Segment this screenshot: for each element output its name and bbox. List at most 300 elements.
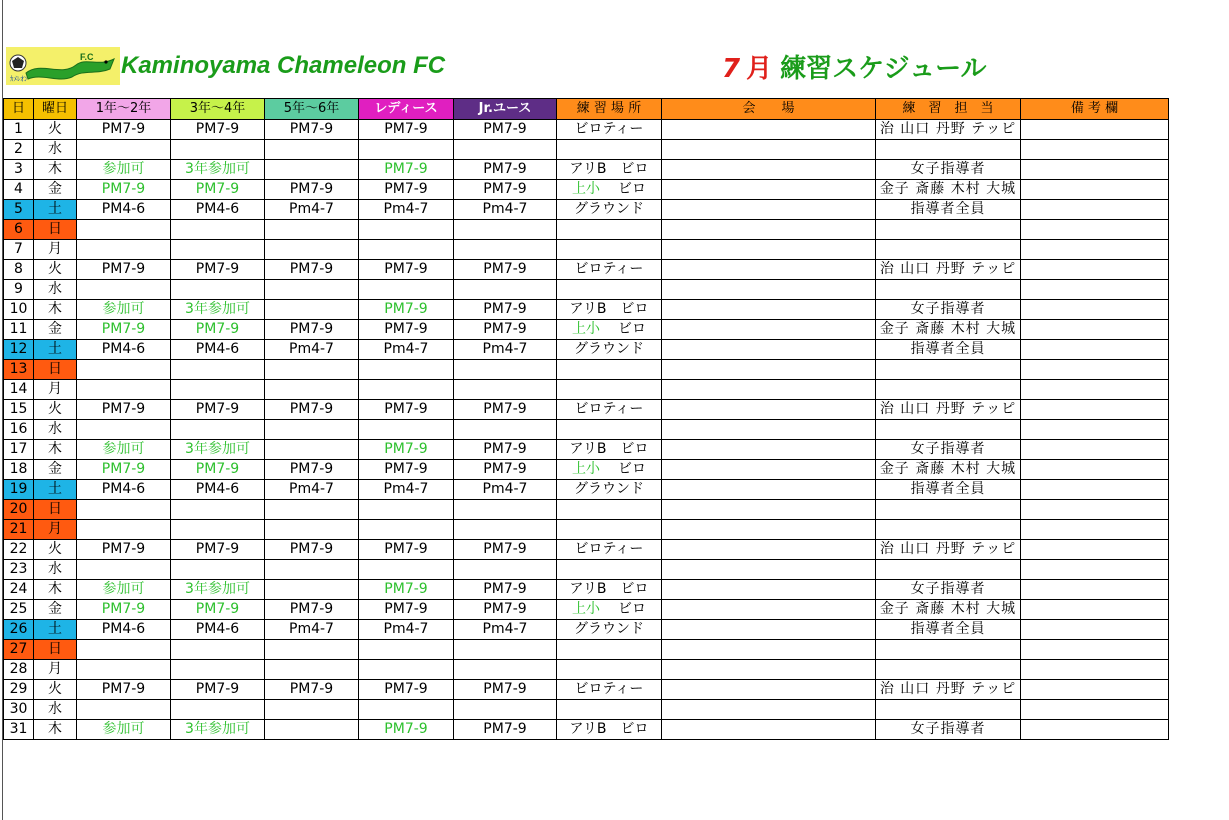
grade-3-4-cell	[171, 420, 265, 440]
coach-cell	[876, 380, 1021, 400]
day-cell: 27	[4, 640, 34, 660]
practice-place-cell: グラウンド	[557, 620, 662, 640]
schedule-header-row	[4, 99, 1169, 120]
place-venue-label: ビロ	[618, 321, 646, 337]
practice-place-cell	[557, 180, 662, 200]
grade-5-6-cell: Pm4-7	[265, 200, 359, 220]
schedule-row	[4, 320, 1169, 340]
coach-cell	[876, 140, 1021, 160]
schedule-row	[4, 480, 1169, 500]
grade-1-2-cell: 参加可	[77, 580, 171, 600]
col-header-day: 日	[4, 99, 34, 120]
ladies-cell	[359, 520, 454, 540]
grade-3-4-cell: PM7-9	[171, 180, 265, 200]
venue-cell	[662, 560, 876, 580]
grade-3-4-cell: PM7-9	[171, 680, 265, 700]
grade-5-6-cell	[265, 580, 359, 600]
weekday-cell: 金	[34, 180, 77, 200]
col-header-grade-5-6: 5年～6年	[265, 99, 359, 120]
schedule-row	[4, 720, 1169, 740]
grade-1-2-cell	[77, 640, 171, 660]
schedule-row	[4, 300, 1169, 320]
venue-cell	[662, 420, 876, 440]
day-cell: 16	[4, 420, 34, 440]
jr-youth-cell: PM7-9	[454, 680, 557, 700]
logo-fc-text: F.C	[80, 52, 94, 62]
weekday-cell: 月	[34, 660, 77, 680]
practice-place-cell: アリB ビロ	[557, 440, 662, 460]
grade-5-6-cell	[265, 560, 359, 580]
venue-cell	[662, 260, 876, 280]
day-cell: 30	[4, 700, 34, 720]
remarks-cell	[1021, 720, 1169, 740]
jr-youth-cell: PM7-9	[454, 300, 557, 320]
grade-5-6-cell	[265, 280, 359, 300]
ladies-cell: PM7-9	[359, 180, 454, 200]
day-cell: 21	[4, 520, 34, 540]
weekday-cell: 土	[34, 480, 77, 500]
ladies-cell	[359, 700, 454, 720]
venue-cell	[662, 520, 876, 540]
ladies-cell	[359, 420, 454, 440]
venue-cell	[662, 160, 876, 180]
schedule-row	[4, 200, 1169, 220]
coach-cell: 指導者全員	[876, 480, 1021, 500]
grade-1-2-cell: PM7-9	[77, 600, 171, 620]
venue-cell	[662, 140, 876, 160]
weekday-cell: 金	[34, 460, 77, 480]
col-header-remarks: 備 考 欄	[1021, 99, 1169, 120]
place-venue-label: ビロ	[618, 461, 646, 477]
weekday-cell: 水	[34, 140, 77, 160]
club-logo	[6, 47, 120, 85]
practice-place-cell: アリB ビロ	[557, 160, 662, 180]
remarks-cell	[1021, 420, 1169, 440]
weekday-cell: 水	[34, 420, 77, 440]
schedule-table	[3, 98, 1169, 740]
col-header-grade-1-2: 1年～2年	[77, 99, 171, 120]
weekday-cell: 金	[34, 320, 77, 340]
weekday-cell: 木	[34, 580, 77, 600]
grade-3-4-cell	[171, 560, 265, 580]
ladies-cell	[359, 660, 454, 680]
month-unit: 月	[746, 54, 773, 84]
grade-1-2-cell: PM4-6	[77, 620, 171, 640]
practice-place-cell: アリB ビロ	[557, 580, 662, 600]
practice-place-cell	[557, 500, 662, 520]
day-cell: 10	[4, 300, 34, 320]
ladies-cell: PM7-9	[359, 400, 454, 420]
grade-1-2-cell: PM4-6	[77, 480, 171, 500]
grade-3-4-cell	[171, 660, 265, 680]
practice-place-cell	[557, 280, 662, 300]
jr-youth-cell	[454, 500, 557, 520]
practice-place-cell	[557, 460, 662, 480]
schedule-row	[4, 620, 1169, 640]
grade-3-4-cell	[171, 360, 265, 380]
schedule-row	[4, 160, 1169, 180]
coach-cell	[876, 240, 1021, 260]
weekday-cell: 日	[34, 360, 77, 380]
ladies-cell: PM7-9	[359, 300, 454, 320]
schedule-row	[4, 440, 1169, 460]
schedule-row	[4, 660, 1169, 680]
jr-youth-cell: Pm4-7	[454, 620, 557, 640]
jr-youth-cell: PM7-9	[454, 260, 557, 280]
grade-3-4-cell: PM4-6	[171, 340, 265, 360]
schedule-row	[4, 240, 1169, 260]
weekday-cell: 日	[34, 500, 77, 520]
remarks-cell	[1021, 180, 1169, 200]
weekday-cell: 日	[34, 640, 77, 660]
grade-3-4-cell	[171, 240, 265, 260]
grade-3-4-cell: PM7-9	[171, 400, 265, 420]
jr-youth-cell	[454, 640, 557, 660]
jr-youth-cell: PM7-9	[454, 320, 557, 340]
day-cell: 13	[4, 360, 34, 380]
practice-place-cell	[557, 660, 662, 680]
jr-youth-cell	[454, 700, 557, 720]
schedule-row	[4, 640, 1169, 660]
remarks-cell	[1021, 200, 1169, 220]
grade-5-6-cell	[265, 380, 359, 400]
day-cell: 31	[4, 720, 34, 740]
weekday-cell: 月	[34, 380, 77, 400]
coach-cell: 治 山口 丹野 テッピ	[876, 120, 1021, 140]
day-cell: 22	[4, 540, 34, 560]
coach-cell	[876, 640, 1021, 660]
day-cell: 4	[4, 180, 34, 200]
day-cell: 12	[4, 340, 34, 360]
remarks-cell	[1021, 140, 1169, 160]
remarks-cell	[1021, 220, 1169, 240]
venue-cell	[662, 620, 876, 640]
day-cell: 25	[4, 600, 34, 620]
coach-cell: 指導者全員	[876, 340, 1021, 360]
day-cell: 11	[4, 320, 34, 340]
venue-cell	[662, 540, 876, 560]
coach-cell	[876, 280, 1021, 300]
weekday-cell: 月	[34, 240, 77, 260]
remarks-cell	[1021, 280, 1169, 300]
ladies-cell: Pm4-7	[359, 340, 454, 360]
schedule-row	[4, 520, 1169, 540]
day-cell: 23	[4, 560, 34, 580]
remarks-cell	[1021, 700, 1169, 720]
weekday-cell: 土	[34, 200, 77, 220]
coach-cell: 指導者全員	[876, 200, 1021, 220]
ladies-cell	[359, 140, 454, 160]
grade-1-2-cell	[77, 560, 171, 580]
remarks-cell	[1021, 620, 1169, 640]
practice-place-cell	[557, 520, 662, 540]
remarks-cell	[1021, 580, 1169, 600]
venue-cell	[662, 680, 876, 700]
grade-5-6-cell	[265, 240, 359, 260]
grade-3-4-cell: 3年参加可	[171, 720, 265, 740]
practice-place-cell: ビロティー	[557, 260, 662, 280]
page-title	[722, 48, 987, 85]
ladies-cell: Pm4-7	[359, 480, 454, 500]
grade-1-2-cell: PM7-9	[77, 120, 171, 140]
jr-youth-cell	[454, 360, 557, 380]
jr-youth-cell	[454, 520, 557, 540]
weekday-cell: 木	[34, 720, 77, 740]
practice-place-cell: グラウンド	[557, 340, 662, 360]
schedule-row	[4, 400, 1169, 420]
grade-5-6-cell: PM7-9	[265, 680, 359, 700]
coach-cell: 金子 斎藤 木村 大城	[876, 460, 1021, 480]
venue-cell	[662, 400, 876, 420]
day-cell: 8	[4, 260, 34, 280]
practice-place-cell: ビロティー	[557, 120, 662, 140]
practice-place-cell	[557, 380, 662, 400]
venue-cell	[662, 320, 876, 340]
ladies-cell: PM7-9	[359, 720, 454, 740]
grade-5-6-cell	[265, 360, 359, 380]
jr-youth-cell	[454, 380, 557, 400]
col-header-coach: 練 習 担 当	[876, 99, 1021, 120]
coach-cell: 女子指導者	[876, 720, 1021, 740]
venue-cell	[662, 120, 876, 140]
grade-1-2-cell: PM4-6	[77, 340, 171, 360]
venue-cell	[662, 460, 876, 480]
schedule-row	[4, 120, 1169, 140]
ladies-cell: PM7-9	[359, 440, 454, 460]
day-cell: 26	[4, 620, 34, 640]
coach-cell: 女子指導者	[876, 440, 1021, 460]
schedule-row	[4, 260, 1169, 280]
ladies-cell: PM7-9	[359, 460, 454, 480]
grade-3-4-cell	[171, 140, 265, 160]
remarks-cell	[1021, 240, 1169, 260]
venue-cell	[662, 300, 876, 320]
schedule-row	[4, 460, 1169, 480]
grade-3-4-cell: PM4-6	[171, 200, 265, 220]
ladies-cell	[359, 560, 454, 580]
venue-cell	[662, 480, 876, 500]
day-cell: 24	[4, 580, 34, 600]
jr-youth-cell	[454, 420, 557, 440]
place-school-label: 上小	[572, 321, 600, 337]
venue-cell	[662, 340, 876, 360]
coach-cell: 治 山口 丹野 テッピ	[876, 400, 1021, 420]
venue-cell	[662, 180, 876, 200]
coach-cell: 金子 斎藤 木村 大城	[876, 320, 1021, 340]
grade-5-6-cell	[265, 520, 359, 540]
weekday-cell: 水	[34, 560, 77, 580]
grade-1-2-cell	[77, 700, 171, 720]
grade-5-6-cell: PM7-9	[265, 400, 359, 420]
venue-cell	[662, 500, 876, 520]
logo-script-text: ｶﾒﾚｵﾝ	[10, 75, 28, 83]
coach-cell	[876, 660, 1021, 680]
grade-1-2-cell: PM7-9	[77, 260, 171, 280]
grade-5-6-cell	[265, 160, 359, 180]
place-venue-label: ビロ	[618, 601, 646, 617]
grade-5-6-cell: Pm4-7	[265, 620, 359, 640]
coach-cell: 金子 斎藤 木村 大城	[876, 600, 1021, 620]
grade-3-4-cell	[171, 640, 265, 660]
schedule-row	[4, 380, 1169, 400]
day-cell: 18	[4, 460, 34, 480]
grade-5-6-cell	[265, 500, 359, 520]
coach-cell	[876, 520, 1021, 540]
ladies-cell: PM7-9	[359, 600, 454, 620]
remarks-cell	[1021, 640, 1169, 660]
remarks-cell	[1021, 560, 1169, 580]
weekday-cell: 水	[34, 700, 77, 720]
ladies-cell: PM7-9	[359, 160, 454, 180]
grade-3-4-cell: PM4-6	[171, 620, 265, 640]
grade-3-4-cell: 3年参加可	[171, 300, 265, 320]
grade-5-6-cell: PM7-9	[265, 320, 359, 340]
remarks-cell	[1021, 480, 1169, 500]
coach-cell: 女子指導者	[876, 580, 1021, 600]
schedule-row	[4, 700, 1169, 720]
col-header-practice-place: 練 習 場 所	[557, 99, 662, 120]
place-venue-label: ビロ	[618, 181, 646, 197]
grade-1-2-cell	[77, 360, 171, 380]
day-cell: 7	[4, 240, 34, 260]
practice-place-cell: アリB ビロ	[557, 300, 662, 320]
schedule-row	[4, 420, 1169, 440]
ladies-cell	[359, 380, 454, 400]
remarks-cell	[1021, 520, 1169, 540]
grade-3-4-cell: PM4-6	[171, 480, 265, 500]
grade-3-4-cell: PM7-9	[171, 320, 265, 340]
schedule-row	[4, 220, 1169, 240]
practice-place-cell	[557, 600, 662, 620]
ladies-cell: PM7-9	[359, 680, 454, 700]
venue-cell	[662, 720, 876, 740]
weekday-cell: 火	[34, 400, 77, 420]
weekday-cell: 木	[34, 300, 77, 320]
weekday-cell: 火	[34, 540, 77, 560]
practice-place-cell	[557, 640, 662, 660]
col-header-grade-3-4: 3年～4年	[171, 99, 265, 120]
grade-5-6-cell	[265, 420, 359, 440]
practice-place-cell: ビロティー	[557, 540, 662, 560]
jr-youth-cell: Pm4-7	[454, 480, 557, 500]
remarks-cell	[1021, 380, 1169, 400]
coach-cell	[876, 420, 1021, 440]
venue-cell	[662, 200, 876, 220]
ladies-cell	[359, 500, 454, 520]
jr-youth-cell: PM7-9	[454, 400, 557, 420]
jr-youth-cell: PM7-9	[454, 120, 557, 140]
weekday-cell: 火	[34, 120, 77, 140]
venue-cell	[662, 580, 876, 600]
day-cell: 3	[4, 160, 34, 180]
practice-place-cell: ビロティー	[557, 400, 662, 420]
place-school-label: 上小	[572, 601, 600, 617]
jr-youth-cell	[454, 280, 557, 300]
grade-3-4-cell: 3年参加可	[171, 440, 265, 460]
coach-cell	[876, 500, 1021, 520]
coach-cell	[876, 220, 1021, 240]
practice-place-cell	[557, 360, 662, 380]
schedule-row	[4, 360, 1169, 380]
remarks-cell	[1021, 320, 1169, 340]
grade-3-4-cell	[171, 500, 265, 520]
remarks-cell	[1021, 680, 1169, 700]
club-name: Kaminoyama Chameleon FC	[121, 52, 446, 79]
venue-cell	[662, 440, 876, 460]
ladies-cell	[359, 640, 454, 660]
day-cell: 2	[4, 140, 34, 160]
coach-cell: 治 山口 丹野 テッピ	[876, 680, 1021, 700]
jr-youth-cell: PM7-9	[454, 600, 557, 620]
jr-youth-cell	[454, 560, 557, 580]
weekday-cell: 火	[34, 680, 77, 700]
jr-youth-cell: PM7-9	[454, 720, 557, 740]
ladies-cell: PM7-9	[359, 120, 454, 140]
grade-1-2-cell: 参加可	[77, 300, 171, 320]
weekday-cell: 土	[34, 620, 77, 640]
ladies-cell: PM7-9	[359, 320, 454, 340]
grade-1-2-cell	[77, 220, 171, 240]
grade-1-2-cell: PM7-9	[77, 460, 171, 480]
col-header-jr-youth: Jr.ユース	[454, 99, 557, 120]
practice-place-cell	[557, 240, 662, 260]
remarks-cell	[1021, 500, 1169, 520]
grade-1-2-cell: 参加可	[77, 160, 171, 180]
jr-youth-cell	[454, 220, 557, 240]
grade-1-2-cell: 参加可	[77, 440, 171, 460]
coach-cell	[876, 700, 1021, 720]
grade-5-6-cell: PM7-9	[265, 540, 359, 560]
day-cell: 14	[4, 380, 34, 400]
weekday-cell: 日	[34, 220, 77, 240]
remarks-cell	[1021, 340, 1169, 360]
grade-1-2-cell	[77, 660, 171, 680]
venue-cell	[662, 240, 876, 260]
grade-5-6-cell: Pm4-7	[265, 340, 359, 360]
ladies-cell: PM7-9	[359, 260, 454, 280]
grade-5-6-cell	[265, 660, 359, 680]
weekday-cell: 月	[34, 520, 77, 540]
grade-3-4-cell: PM7-9	[171, 540, 265, 560]
weekday-cell: 水	[34, 280, 77, 300]
grade-1-2-cell: PM7-9	[77, 540, 171, 560]
grade-5-6-cell	[265, 140, 359, 160]
day-cell: 1	[4, 120, 34, 140]
schedule-row	[4, 580, 1169, 600]
grade-5-6-cell	[265, 300, 359, 320]
schedule-body	[4, 120, 1169, 740]
weekday-cell: 木	[34, 440, 77, 460]
schedule-row	[4, 180, 1169, 200]
remarks-cell	[1021, 160, 1169, 180]
jr-youth-cell: PM7-9	[454, 540, 557, 560]
practice-place-cell: アリB ビロ	[557, 720, 662, 740]
remarks-cell	[1021, 120, 1169, 140]
practice-place-cell	[557, 700, 662, 720]
jr-youth-cell: Pm4-7	[454, 200, 557, 220]
day-cell: 9	[4, 280, 34, 300]
remarks-cell	[1021, 660, 1169, 680]
practice-place-cell	[557, 320, 662, 340]
day-cell: 6	[4, 220, 34, 240]
weekday-cell: 火	[34, 260, 77, 280]
coach-cell	[876, 360, 1021, 380]
grade-3-4-cell: PM7-9	[171, 600, 265, 620]
remarks-cell	[1021, 460, 1169, 480]
schedule-row	[4, 600, 1169, 620]
grade-1-2-cell	[77, 520, 171, 540]
practice-place-cell	[557, 140, 662, 160]
